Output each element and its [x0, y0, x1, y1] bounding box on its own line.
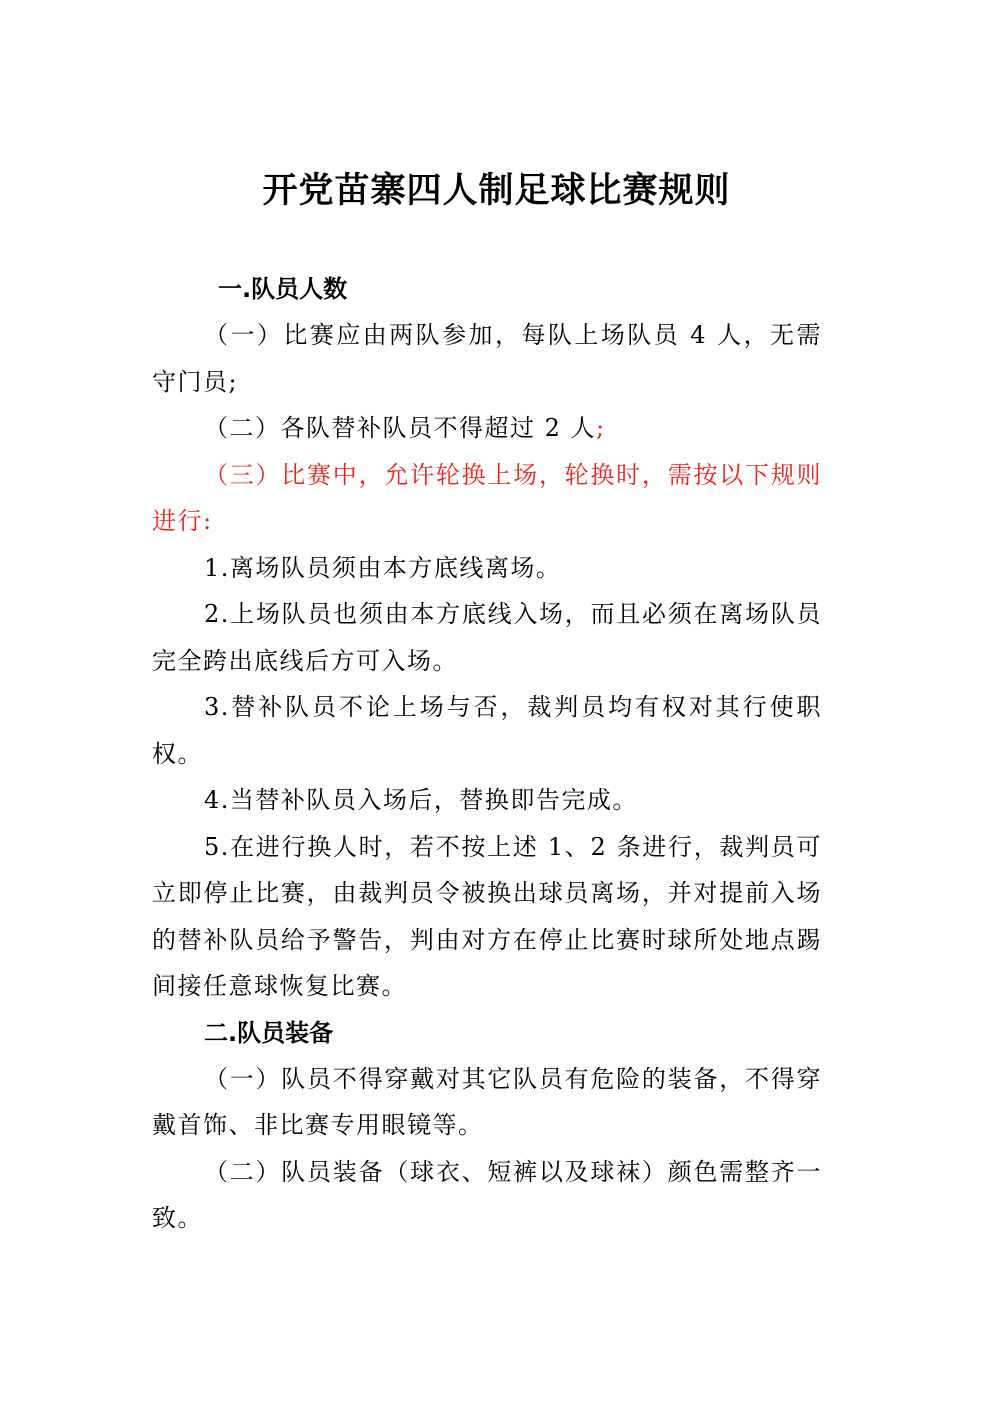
- highlighted-paragraph: （三）比赛中，允许轮换上场，轮换时，需按以下规则进行:: [152, 460, 822, 535]
- paragraph: 5.在进行换人时，若不按上述 1、2 条进行，裁判员可立即停止比赛，由裁判员令被换出球员离场，并对提前入场的替补队员给予警告，判由对方在停止比赛时球所处地点踢间接任意球恢复比赛。: [152, 832, 822, 1000]
- section-heading-player-count: 一.队员人数: [218, 275, 348, 303]
- highlighted-semicolon: ;: [596, 414, 606, 442]
- paragraph: （二）队员装备（球衣、短裤以及球袜）颜色需整齐一致。: [152, 1157, 822, 1232]
- paragraph: [152, 405, 822, 452]
- paragraph: 4.当替补队员入场后，替换即告完成。: [204, 786, 638, 814]
- paragraph: （一）队员不得穿戴对其它队员有危险的装备，不得穿戴首饰、非比赛专用眼镜等。: [152, 1064, 822, 1139]
- paragraph-text: （二）各队替补队员不得超过 2 人: [204, 414, 597, 442]
- section-heading-player-equipment: 二.队员装备: [204, 1018, 334, 1047]
- paragraph: 1.离场队员须由本方底线离场。: [204, 553, 562, 582]
- page-title: 开党苗寨四人制足球比赛规则: [262, 171, 731, 211]
- document-body: [152, 266, 822, 1242]
- paragraph: 3.替补队员不论上场与否，裁判员均有权对其行使职权。: [152, 693, 822, 768]
- paragraph: 2.上场队员也须由本方底线入场，而且必须在离场队员完全跨出底线后方可入场。: [152, 600, 822, 675]
- paragraph: （一）比赛应由两队参加，每队上场队员 4 人，无需守门员;: [152, 321, 822, 396]
